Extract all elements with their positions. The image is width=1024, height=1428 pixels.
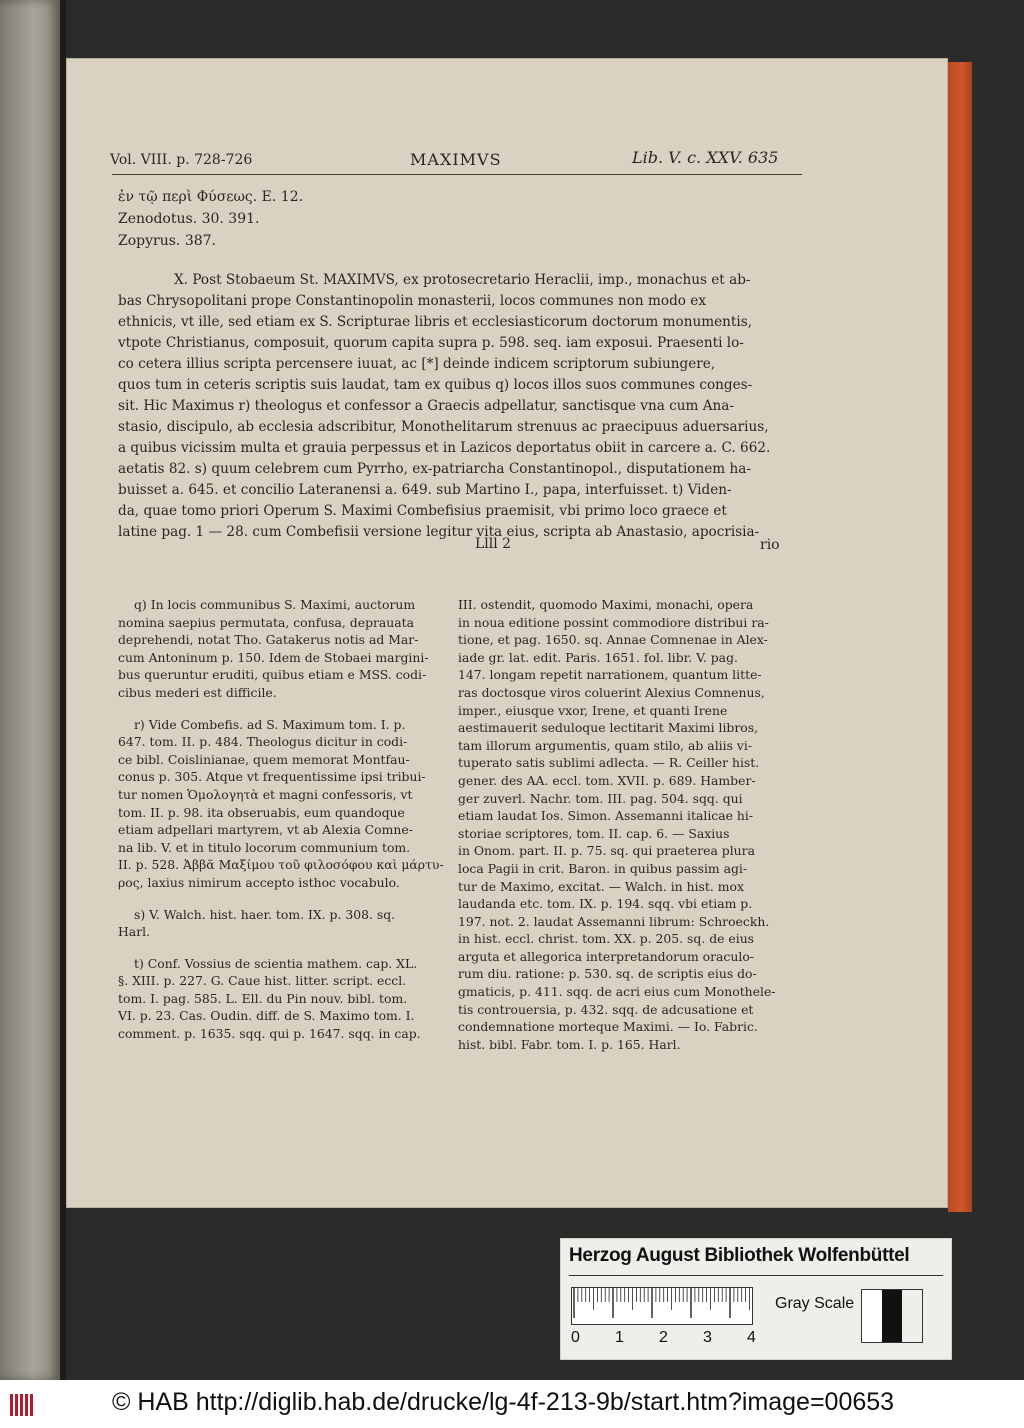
footnotes-left-column: [118, 596, 448, 1043]
ruler-ticks: [572, 1288, 752, 1324]
footnote-line: 647. tom. II. p. 484. Theologus dicitur in codi-: [118, 734, 408, 750]
footer-bar: [0, 1380, 1024, 1428]
gray-scale-label: Gray Scale: [775, 1295, 855, 1312]
footnote-line: tom. II. p. 98. ita obseruabis, eum quandoque: [118, 804, 405, 820]
head-rule: [112, 174, 802, 175]
index-line: Zopyrus. 387.: [118, 233, 216, 249]
index-line: ἐν τῷ περὶ Φύσεως. E. 12.: [118, 189, 304, 205]
main-text-line: sit. Hic Maximus r) theologus et confessor a Graecis adpellatur, sanctisque vna cum Ana-: [118, 398, 734, 414]
footnote-line: 147. longam repetit narrationem, quantum litte-: [458, 667, 762, 683]
gray-patch-light: [902, 1290, 922, 1342]
footnote-line: gmaticis, p. 411. sqq. de acri eius cum Monothele-: [458, 984, 776, 1000]
main-text-line: ethnicis, vt ille, sed etiam ex S. Scripturae libris et ecclesiasticorum doctorum monumentis,: [118, 314, 753, 330]
main-text-block: [118, 270, 806, 543]
footnote-line: conus p. 305. Atque vt frequentissime ipsi tribui-: [118, 769, 426, 785]
footnote-line: tam illorum argumentis, quam stilo, ab aliis vi-: [458, 737, 753, 753]
footnote-line: tur nomen Ὁμολογητὰ et magni confessoris, vt: [118, 786, 413, 802]
main-text-line: aetatis 82. s) quum celebrem cum Pyrrho, ex-patriarcha Constantinopol., disputationem ha-: [118, 461, 751, 477]
footer-citation: © HAB http://diglib.hab.de/drucke/lg-4f-213-9b/start.htm?image=00653: [112, 1388, 895, 1416]
footnote-line: Harl.: [118, 924, 151, 940]
footnote-gap: [118, 941, 448, 955]
footnote-line: tione, et pag. 1650. sq. Annae Comnenae in Alex-: [458, 632, 768, 648]
catchword: rio: [760, 537, 780, 553]
footnote-gap: [118, 702, 448, 716]
footnote-line: tuperato satis sublimi adlecta. — R. Ceiller hist.: [458, 755, 760, 771]
signature-mark: Llll 2: [475, 536, 512, 552]
main-text-line: vtpote Christianus, composuit, quorum capita supra p. 598. seq. iam exposui. Praesenti lo-: [118, 335, 744, 351]
main-text-line: stasio, discipulo, ab ecclesia adscribitur, Monothelitarum strenuus ac praecipuus aduersarius,: [118, 419, 769, 435]
left-page-fragment: [0, 0, 60, 1380]
running-head-right: Lib. V. c. XXV. 635: [632, 148, 779, 167]
footnote-gap: [118, 892, 448, 906]
gray-patch-black: [882, 1290, 902, 1342]
footnote-line: q) In locis communibus S. Maximi, auctorum: [134, 597, 416, 612]
footnote-line: s) V. Walch. hist. haer. tom. IX. p. 308. sq.: [134, 906, 396, 922]
footnote-line: in noua editione possint commodiore distribui ra-: [458, 614, 769, 630]
footnote-line: laudanda etc. tom. IX. p. 194. sqq. vbi etiam p.: [458, 896, 753, 912]
ruler-number: 4: [747, 1329, 756, 1346]
footnote-line: etiam adpellari martyrem, vt ab Alexia Comne-: [118, 822, 413, 838]
footnote-line: tur de Maximo, excitat. — Walch. in hist. mox: [458, 878, 744, 894]
running-head: [110, 148, 810, 176]
footnote-line: condemnatione morteque Maximi. — Io. Fabric.: [458, 1019, 758, 1035]
footnote-line: §. XIII. p. 227. G. Caue hist. litter. script. eccl.: [118, 973, 407, 989]
footnote-line: ρος, laxius nimirum accepto isthoc vocabulo.: [118, 874, 400, 890]
footnote-line: arguta et allegorica interpretandorum oraculo-: [458, 948, 754, 964]
footnote-line: II. p. 528. Ἀββᾶ Μαξίμου τοῦ φιλοσόφου καὶ μάρτυ-: [118, 857, 444, 873]
footnote-line: 197. not. 2. laudat Assemanni librum: Schroeckh.: [458, 913, 770, 929]
footnote-line: in Onom. part. II. p. 75. sq. qui praeterea plura: [458, 843, 755, 859]
footnotes-right-column: [458, 596, 798, 1053]
footnote-line: in hist. eccl. christ. tom. XX. p. 205. sq. de eius: [458, 931, 755, 947]
footnote-line: na lib. V. et in titulo locorum communium tom.: [118, 839, 411, 855]
footnote-line: comment. p. 1635. sqq. qui p. 1647. sqq. in cap.: [118, 1026, 421, 1042]
page-edge-red: [948, 62, 972, 1212]
footnote-line: imper., eiusque vxor, Irene, et quanti Irene: [458, 702, 728, 718]
main-text-line: latine pag. 1 — 28. cum Combefisii versione legitur vita eius, scripta ab Anastasio, apocrisia-: [118, 524, 760, 540]
ruler-number: 3: [703, 1329, 712, 1346]
library-color-label: [560, 1238, 952, 1360]
main-text-line: buisset a. 645. et concilio Lateranensi a. 649. sub Martino I., papa, interfuisset. t) Viden-: [118, 482, 732, 498]
footnote-line: ce bibl. Coislinianae, quem memorat Montfau-: [118, 751, 410, 767]
running-head-center: MAXIMVS: [410, 150, 502, 169]
footnote-line: storiae scriptores, tom. II. cap. 6. — Saxius: [458, 825, 730, 841]
footnote-line: gener. des AA. eccl. tom. XVII. p. 689. Hamber-: [458, 772, 756, 788]
index-block: [118, 186, 518, 252]
index-line: Zenodotus. 30. 391.: [118, 211, 260, 227]
footnote-line: aestimauerit seduloque lectitarit Maximi libros,: [458, 720, 759, 736]
footnote-line: hist. bibl. Fabr. tom. I. p. 165. Harl.: [458, 1036, 681, 1052]
ruler-number: 2: [659, 1329, 668, 1346]
footnote-line: r) Vide Combefis. ad S. Maximum tom. I. p.: [134, 716, 406, 732]
footnote-line: VI. p. 23. Cas. Oudin. diff. de S. Maximo tom. I.: [118, 1008, 415, 1024]
footnote-line: t) Conf. Vossius de scientia mathem. cap. XL.: [134, 955, 418, 971]
footnote-line: III. ostendit, quomodo Maximi, monachi, opera: [458, 597, 754, 612]
ruler-number: 1: [615, 1329, 624, 1346]
main-text-line: da, quae tomo priori Operum S. Maximi Combefisius praemisit, vbi primo loco graece et: [118, 503, 727, 519]
ruler-number: 0: [571, 1329, 580, 1346]
footnote-line: iade gr. lat. edit. Paris. 1651. fol. libr. V. pag.: [458, 649, 738, 665]
ruler-numbers: [571, 1329, 771, 1351]
footnote-line: tom. I. pag. 585. L. Ell. du Pin nouv. bibl. tom.: [118, 990, 408, 1006]
main-text-line: a quibus vicissim multa et grauia perpessus et in Lazicos deportatus obiit in carcere a. C. 662.: [118, 440, 771, 456]
footnote-line: ras doctosque viros coluerint Alexius Comnenus,: [458, 684, 765, 700]
main-text-line: X. Post Stobaeum St. MAXIMVS, ex protosecretario Heraclii, imp., monachus et ab-: [174, 272, 751, 288]
footnote-line: etiam laudat Ios. Simon. Assemanni italicae hi-: [458, 808, 754, 824]
hab-logo-icon: [8, 1390, 38, 1420]
footnote-line: cum Antoninum p. 150. Idem de Stobaei margini-: [118, 649, 429, 665]
running-head-left: Vol. VIII. p. 728-726: [110, 152, 253, 168]
footnote-line: tis controuersia, p. 432. sqq. de adcusatione et: [458, 1001, 754, 1017]
footnote-line: bus queruntur eruditi, quibus etiam e MSS. codi-: [118, 667, 427, 683]
footnote-line: cibus mederi est difficile.: [118, 684, 277, 700]
main-text-line: bas Chrysopolitani prope Constantinopolin monasterii, locos communes non modo ex: [118, 293, 706, 309]
label-divider: [569, 1275, 943, 1276]
main-text-line: co cetera illius scripta percensere iuuat, ac [*] deinde indicem scriptorum subiungere,: [118, 356, 716, 372]
main-text-line: quos tum in ceteris scriptis suis laudat, tam ex quibus q) locos illos suos communes conges-: [118, 377, 753, 393]
gray-scale-patches: [861, 1289, 923, 1343]
footnote-line: loca Pagii in crit. Baron. in quibus passim agi-: [458, 860, 748, 876]
footnote-line: deprehendi, notat Tho. Gatakerus notis ad Mar-: [118, 632, 419, 648]
footnote-line: rum diu. ratione: p. 530. sq. de scriptis eius do-: [458, 966, 757, 982]
library-name: Herzog August Bibliothek Wolfenbüttel: [569, 1245, 910, 1266]
footnote-line: nomina saepius permutata, confusa, deprauata: [118, 614, 415, 630]
ruler-scale: [571, 1287, 753, 1325]
footnote-line: ger zuverl. Nachr. tom. III. pag. 504. sqq. qui: [458, 790, 743, 806]
gray-patch-white: [862, 1290, 882, 1342]
